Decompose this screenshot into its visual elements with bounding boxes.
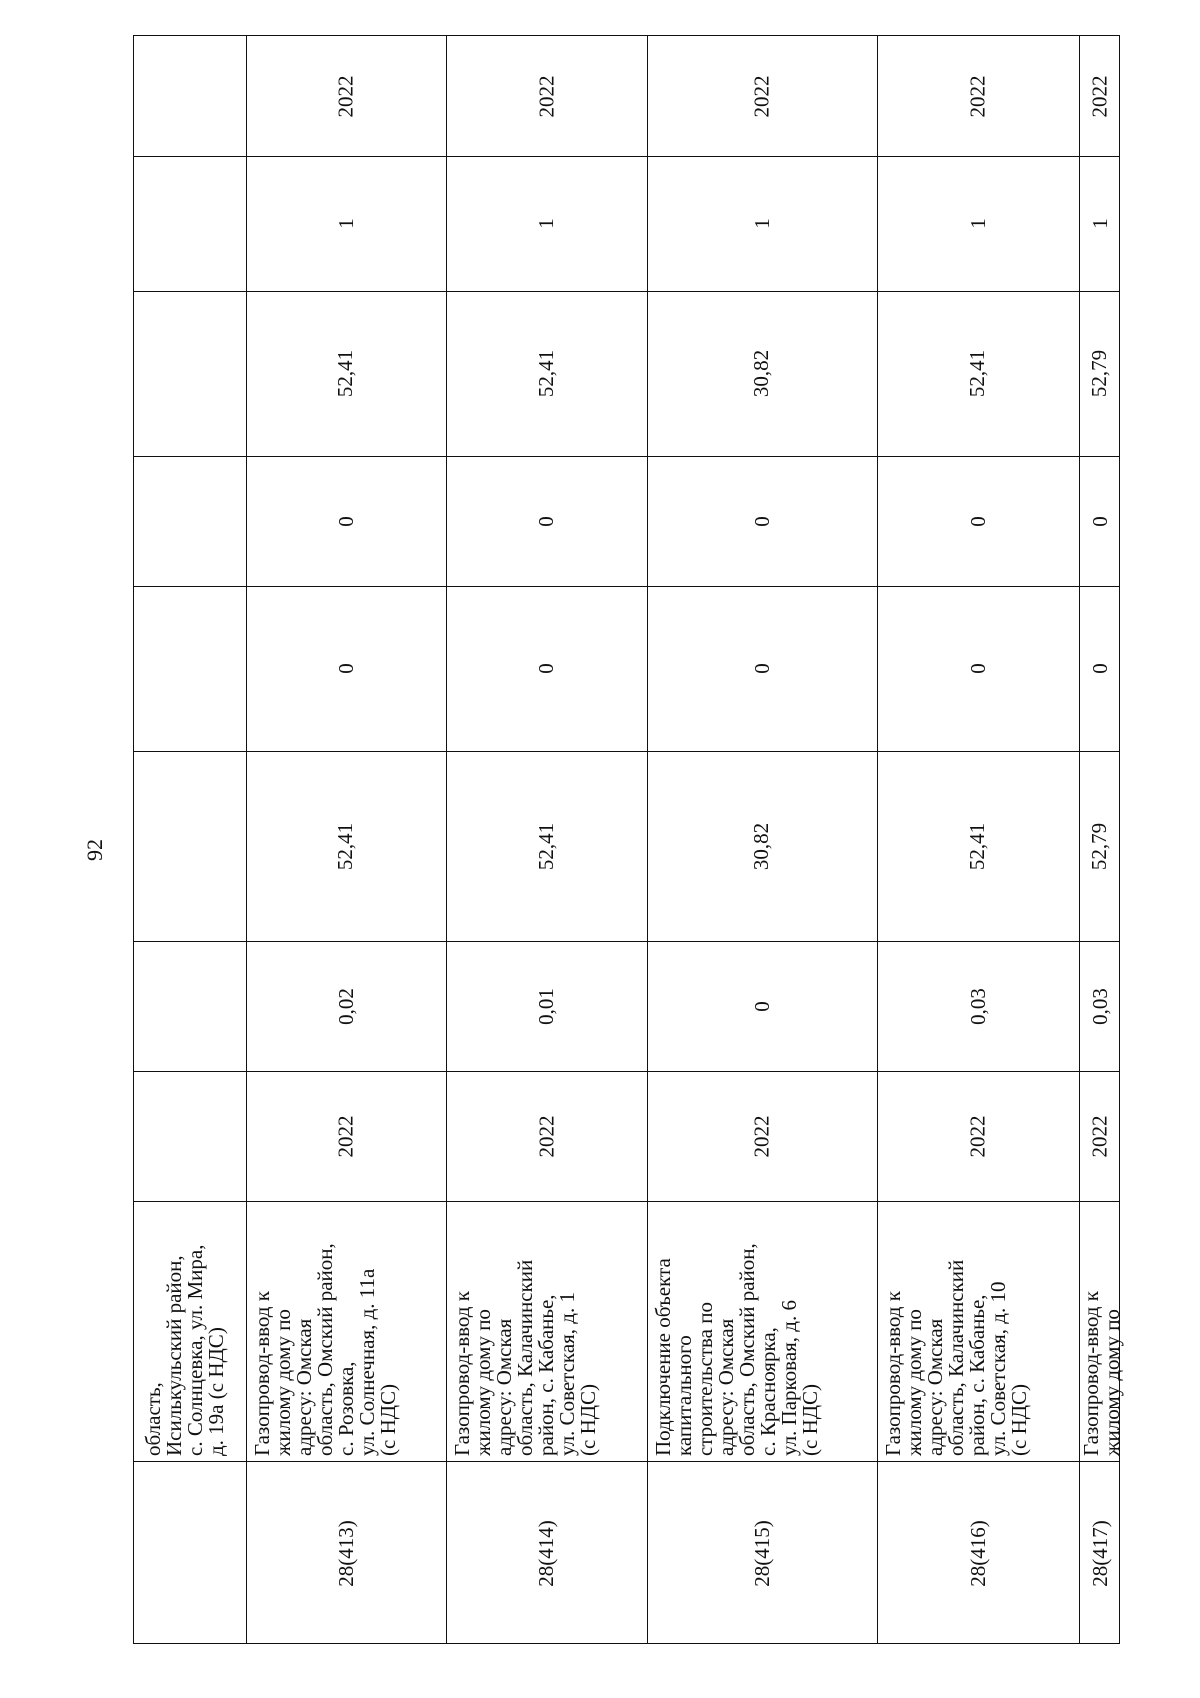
value-cell: 0	[1087, 515, 1112, 527]
value-cell: 0	[965, 515, 990, 527]
page-number: 92	[82, 839, 107, 861]
value-cell: 0	[333, 515, 358, 527]
value-cell: 52,41	[534, 349, 558, 398]
column-divider	[134, 1201, 1119, 1202]
table-row-id: 28(414)	[534, 1519, 558, 1587]
address-cell: Газопровод-ввод к жилому дому по адресу: Омская область, Калачинский район, с. Кабанье, ул. Советская, д. 1 (с НДС)	[450, 1259, 600, 1456]
value-cell: 52,79	[1087, 349, 1112, 398]
value-cell: 1	[333, 218, 358, 229]
value-cell: 0	[534, 515, 558, 527]
year-cell: 2022	[749, 75, 774, 117]
value-cell: 0	[333, 663, 358, 674]
start-year-cell: 2022	[965, 1115, 990, 1157]
year-cell: 2022	[534, 75, 558, 117]
value-cell: 0	[749, 1000, 774, 1012]
value-cell: 52,41	[965, 349, 990, 398]
value-cell: 0,03	[965, 987, 990, 1025]
value-cell: 0,01	[534, 987, 558, 1025]
start-year-cell: 2022	[749, 1115, 774, 1157]
address-cell: Газопровод-ввод к жилому дому по адресу: Омская область, Калачинский район, с. Кабанье, ул. Советская, д. 10 (с НДС)	[881, 1259, 1031, 1456]
start-year-cell: 2022	[333, 1115, 358, 1157]
value-cell: 52,41	[333, 349, 358, 398]
value-cell: 30,82	[749, 822, 774, 870]
value-cell: 52,41	[965, 822, 990, 870]
table-row-id: 28(413)	[333, 1519, 358, 1587]
address-cell: Газопровод-ввод к жилому дому по адресу: Омская область, Омский район, с. Розовка, ул. Солнечная, д. 11а (с НДС)	[250, 1243, 400, 1456]
value-cell: 1	[965, 218, 990, 229]
table-row-id: 28(416)	[965, 1519, 990, 1587]
value-cell: 0,02	[333, 987, 358, 1025]
value-cell: 30,82	[749, 349, 774, 398]
year-cell: 2022	[1087, 75, 1112, 117]
value-cell: 52,79	[1087, 822, 1112, 870]
document-table	[133, 35, 1124, 1644]
year-cell: 2022	[965, 75, 990, 117]
value-cell: 1	[534, 218, 558, 229]
value-cell: 0	[965, 663, 990, 674]
address-cell: Подключение объекта капитального строительства по адресу: Омская область, Омский район, с. Красноярка, ул. Парковая, д. 6 (с НДС)	[651, 1243, 822, 1456]
value-cell: 1	[749, 218, 774, 229]
value-cell: 0	[534, 663, 558, 674]
address-cell: Газопровод-ввод к жилому дому по	[1079, 1291, 1124, 1456]
start-year-cell: 2022	[534, 1115, 558, 1157]
value-cell: 0,03	[1087, 987, 1112, 1025]
start-year-cell: 2022	[1087, 1115, 1112, 1157]
value-cell: 1	[1087, 218, 1112, 229]
value-cell: 0	[749, 515, 774, 527]
table-row-id: 28(415)	[749, 1519, 774, 1587]
value-cell: 0	[1087, 663, 1112, 674]
table-row-id: 28(417)	[1087, 1519, 1112, 1587]
year-cell: 2022	[333, 75, 358, 117]
address-cell-continuation: область, Исилькульский район, с. Солнцевка, ул. Мира, д. 19а (с НДС)	[141, 1244, 228, 1456]
value-cell: 52,41	[534, 822, 558, 870]
value-cell: 0	[749, 663, 774, 674]
value-cell: 52,41	[333, 822, 358, 870]
